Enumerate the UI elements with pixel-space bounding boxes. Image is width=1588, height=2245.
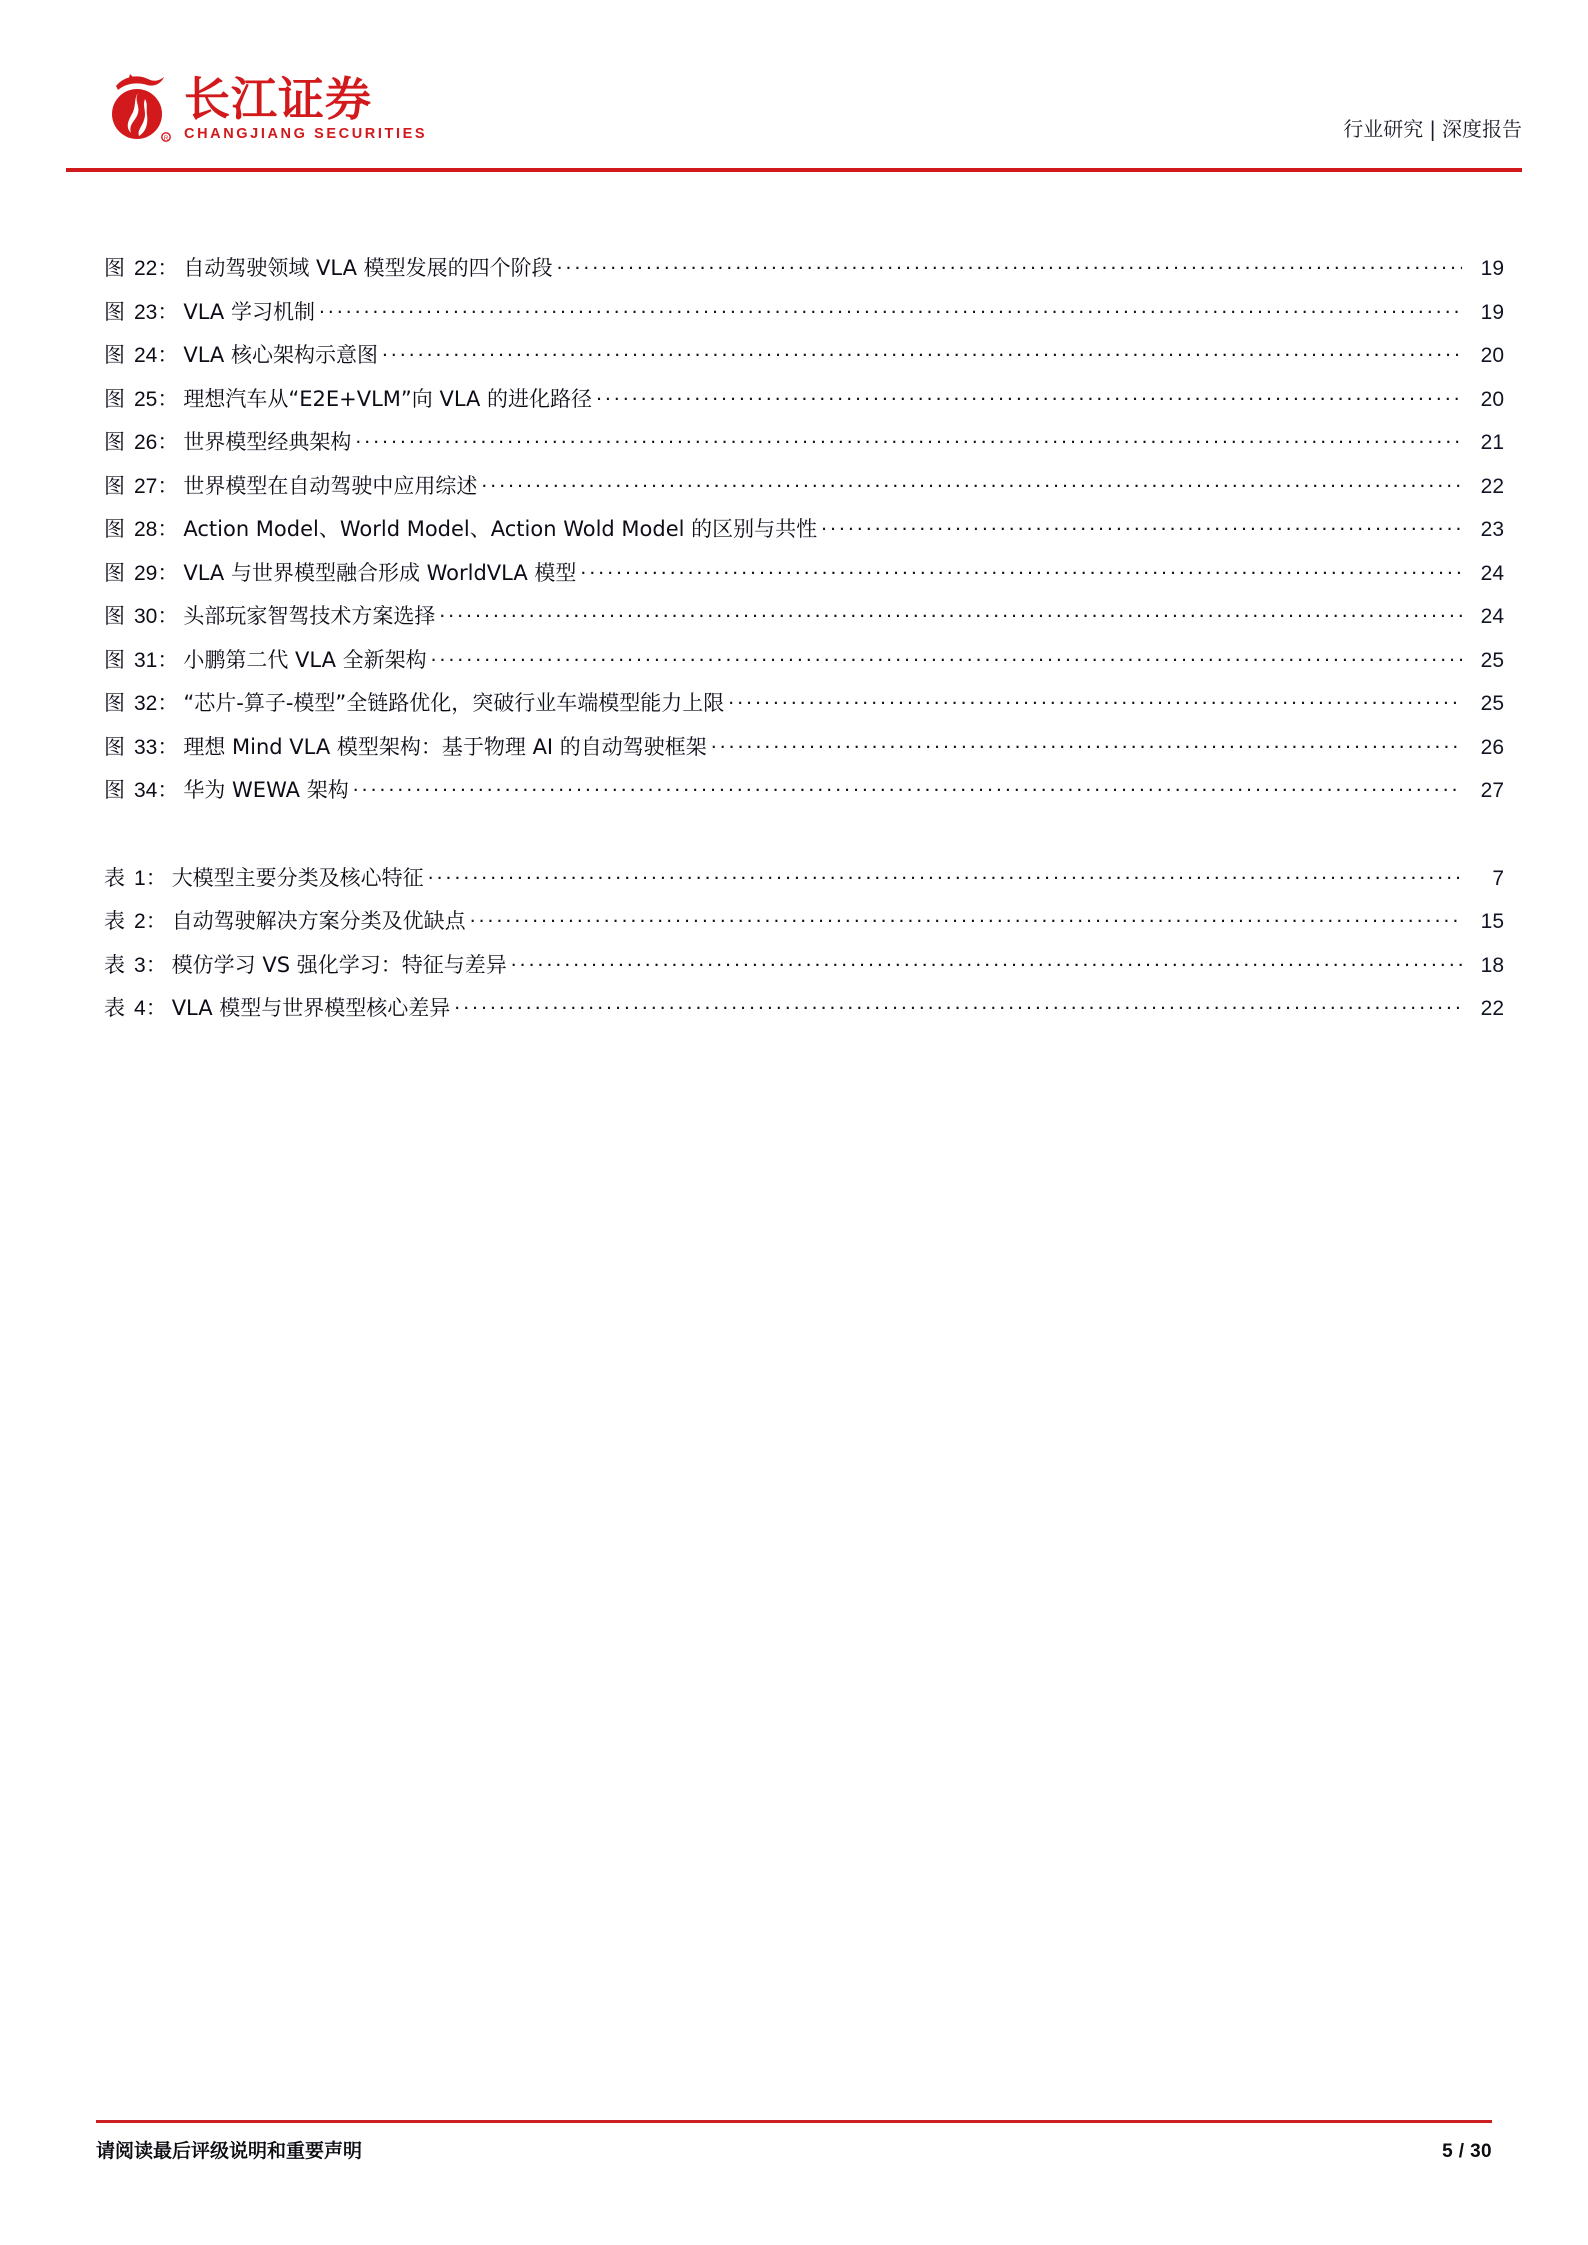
header-separator: | [1429, 117, 1436, 141]
toc-entry-figures-23[interactable] [104, 296, 1504, 340]
toc-entry-title: 华为 WEWA 架构 [183, 778, 349, 802]
toc-entry-page-number: 15 [1480, 910, 1504, 933]
footer-disclaimer: 请阅读最后评级说明和重要声明 [96, 2140, 363, 2162]
page-footer [96, 2136, 1492, 2163]
toc-entry-label: 图 [104, 386, 125, 411]
toc-entry-page-number: 27 [1480, 779, 1504, 802]
toc-entry-colon: ： [157, 778, 179, 802]
footer-divider-rule [96, 2120, 1492, 2123]
toc-entry-figures-24[interactable] [104, 339, 1504, 383]
toc-entry-colon: ： [157, 343, 179, 367]
toc-entry-label: 图 [104, 299, 125, 324]
toc-entry-tables-4[interactable] [104, 992, 1504, 1036]
toc-entry-title: “芯片-算子-模型”全链路优化，突破行业车端模型能力上限 [183, 691, 725, 715]
toc-entry-label: 图 [104, 778, 125, 802]
toc-entry-colon: ： [157, 560, 179, 585]
toc-entry-colon: ： [157, 604, 179, 628]
toc-dot-leader [481, 472, 1462, 493]
toc-entry-label: 图 [104, 734, 125, 759]
toc-entry-label: 图 [104, 604, 125, 628]
toc-entry-title: 小鹏第二代 VLA 全新架构 [183, 647, 427, 672]
toc-entry-colon: ： [157, 430, 179, 454]
toc-entry-number: 24 [134, 344, 158, 367]
toc-entry-number: 26 [134, 431, 158, 454]
toc-entry-page-number: 21 [1480, 431, 1504, 454]
toc-entry-label: 图 [104, 430, 125, 454]
toc-entry-page-number: 18 [1480, 953, 1504, 977]
logo-chinese-text: 长江证券 [184, 72, 372, 126]
toc-entry-title: VLA 与世界模型融合形成 WorldVLA 模型 [183, 560, 577, 585]
toc-entry-page-number: 23 [1480, 518, 1504, 541]
toc-entry-tables-2[interactable] [104, 905, 1504, 949]
toc-entry-label: 图 [104, 691, 125, 715]
toc-entry-colon: ： [145, 865, 167, 890]
toc-entry-number: 23 [134, 300, 158, 324]
toc-entry-title: Action Model、World Model、Action Wold Model 的区别与共性 [183, 517, 818, 541]
toc-entry-number: 28 [134, 518, 158, 541]
toc-dot-leader [431, 646, 1462, 667]
toc-entry-page-number: 20 [1480, 387, 1504, 411]
toc-dot-leader [428, 864, 1462, 885]
toc-entry-number: 30 [134, 605, 158, 628]
toc-entry-label: 表 [104, 952, 125, 977]
toc-entry-figures-22[interactable] [104, 252, 1504, 296]
toc-dot-leader [580, 559, 1462, 580]
toc-entry-number: 32 [134, 692, 158, 715]
table-list [104, 862, 1504, 1036]
toc-entry-colon: ： [157, 517, 179, 541]
toc-entry-colon: ： [157, 691, 179, 715]
toc-entry-colon: ： [145, 996, 167, 1020]
toc-entry-label: 图 [104, 647, 125, 672]
toc-entry-number: 2 [134, 910, 146, 933]
toc-entry-title: 自动驾驶领域 VLA 模型发展的四个阶段 [183, 256, 553, 280]
toc-entry-colon: ： [157, 473, 179, 498]
toc-entry-page-number: 25 [1480, 692, 1504, 715]
toc-entry-page-number: 24 [1480, 561, 1504, 585]
toc-entry-figures-32[interactable] [104, 687, 1504, 731]
toc-entry-figures-34[interactable] [104, 774, 1504, 818]
page-header [0, 0, 1588, 175]
toc-entry-title: 世界模型经典架构 [183, 430, 352, 454]
toc-entry-label: 图 [104, 343, 125, 367]
toc-entry-title: VLA 核心架构示意图 [183, 343, 378, 367]
toc-entry-page-number: 19 [1480, 300, 1504, 324]
changjiang-flame-circle-logo-icon [104, 70, 174, 144]
toc-entry-number: 29 [134, 561, 158, 585]
toc-dot-leader [355, 428, 1462, 449]
toc-entry-figures-33[interactable] [104, 731, 1504, 775]
toc-entry-page-number: 25 [1480, 648, 1504, 672]
toc-entry-number: 34 [134, 779, 158, 802]
toc-entry-page-number: 26 [1480, 735, 1504, 759]
toc-entry-number: 4 [134, 997, 146, 1020]
toc-entry-title: VLA 学习机制 [183, 299, 315, 324]
list-gap [104, 818, 1504, 862]
logo-english-text: CHANGJIANG SECURITIES [184, 126, 428, 142]
toc-entry-number: 25 [134, 387, 158, 411]
toc-entry-figures-27[interactable] [104, 470, 1504, 514]
toc-entry-colon: ： [145, 952, 167, 977]
toc-dot-leader [439, 602, 1462, 623]
toc-entry-label: 表 [104, 865, 125, 890]
toc-entry-figures-28[interactable] [104, 513, 1504, 557]
toc-entry-figures-26[interactable] [104, 426, 1504, 470]
toc-entry-figures-25[interactable] [104, 383, 1504, 427]
toc-entry-title: VLA 模型与世界模型核心差异 [171, 996, 451, 1020]
toc-entry-label: 图 [104, 256, 125, 280]
toc-dot-leader [454, 994, 1462, 1015]
header-divider-rule [66, 168, 1522, 172]
toc-entry-title: 头部玩家智驾技术方案选择 [183, 604, 436, 628]
toc-entry-page-number: 24 [1480, 605, 1504, 628]
toc-entry-colon: ： [157, 386, 179, 411]
toc-dot-leader [728, 689, 1462, 710]
toc-entry-tables-1[interactable] [104, 862, 1504, 906]
toc-dot-leader [511, 951, 1462, 972]
toc-entry-figures-29[interactable] [104, 557, 1504, 601]
toc-entry-colon: ： [157, 256, 179, 280]
footer-page-indicator: 5 / 30 [1442, 2141, 1492, 2162]
toc-entry-title: 理想 Mind VLA 模型架构：基于物理 AI 的自动驾驶框架 [183, 734, 707, 759]
toc-entry-title: 世界模型在自动驾驶中应用综述 [183, 473, 478, 498]
toc-dot-leader [382, 341, 1462, 362]
toc-entry-title: 模仿学习 VS 强化学习：特征与差异 [171, 952, 507, 977]
header-report-type: 深度报告 [1442, 117, 1522, 141]
toc-dot-leader [470, 907, 1462, 928]
svg-text:R: R [163, 136, 169, 142]
header-report-meta [1343, 116, 1522, 142]
toc-entry-number: 1 [134, 866, 146, 890]
toc-entry-label: 图 [104, 517, 125, 541]
toc-dot-leader [711, 733, 1462, 754]
toc-entry-label: 图 [104, 560, 125, 585]
header-category: 行业研究 [1343, 117, 1424, 141]
toc-entry-number: 3 [134, 953, 146, 977]
toc-entry-number: 33 [134, 735, 158, 759]
toc-entry-colon: ： [157, 734, 179, 759]
toc-entry-label: 表 [104, 996, 125, 1020]
company-logo [104, 66, 427, 144]
toc-entry-colon: ： [157, 647, 179, 672]
toc-entry-colon: ： [145, 909, 167, 933]
toc-dot-leader [596, 385, 1462, 406]
figure-list [104, 252, 1504, 818]
toc-dot-leader [353, 776, 1462, 797]
table-of-contents [104, 252, 1504, 1036]
toc-entry-title: 理想汽车从“E2E+VLM”向 VLA 的进化路径 [183, 386, 593, 411]
toc-entry-page-number: 22 [1480, 474, 1504, 498]
toc-entry-number: 22 [134, 257, 158, 280]
toc-dot-leader [821, 515, 1462, 536]
toc-entry-page-number: 7 [1492, 866, 1504, 890]
toc-entry-title: 大模型主要分类及核心特征 [171, 865, 424, 890]
toc-entry-page-number: 19 [1480, 257, 1504, 280]
toc-entry-figures-31[interactable] [104, 644, 1504, 688]
toc-entry-page-number: 20 [1480, 344, 1504, 367]
toc-entry-number: 31 [134, 648, 158, 672]
toc-entry-figures-30[interactable] [104, 600, 1504, 644]
toc-entry-page-number: 22 [1480, 997, 1504, 1020]
toc-entry-tables-3[interactable] [104, 949, 1504, 993]
toc-entry-label: 图 [104, 473, 125, 498]
toc-entry-colon: ： [157, 299, 179, 324]
toc-entry-title: 自动驾驶解决方案分类及优缺点 [171, 909, 466, 933]
toc-entry-number: 27 [134, 474, 158, 498]
toc-dot-leader [319, 298, 1462, 319]
toc-dot-leader [557, 254, 1462, 275]
toc-entry-label: 表 [104, 909, 125, 933]
